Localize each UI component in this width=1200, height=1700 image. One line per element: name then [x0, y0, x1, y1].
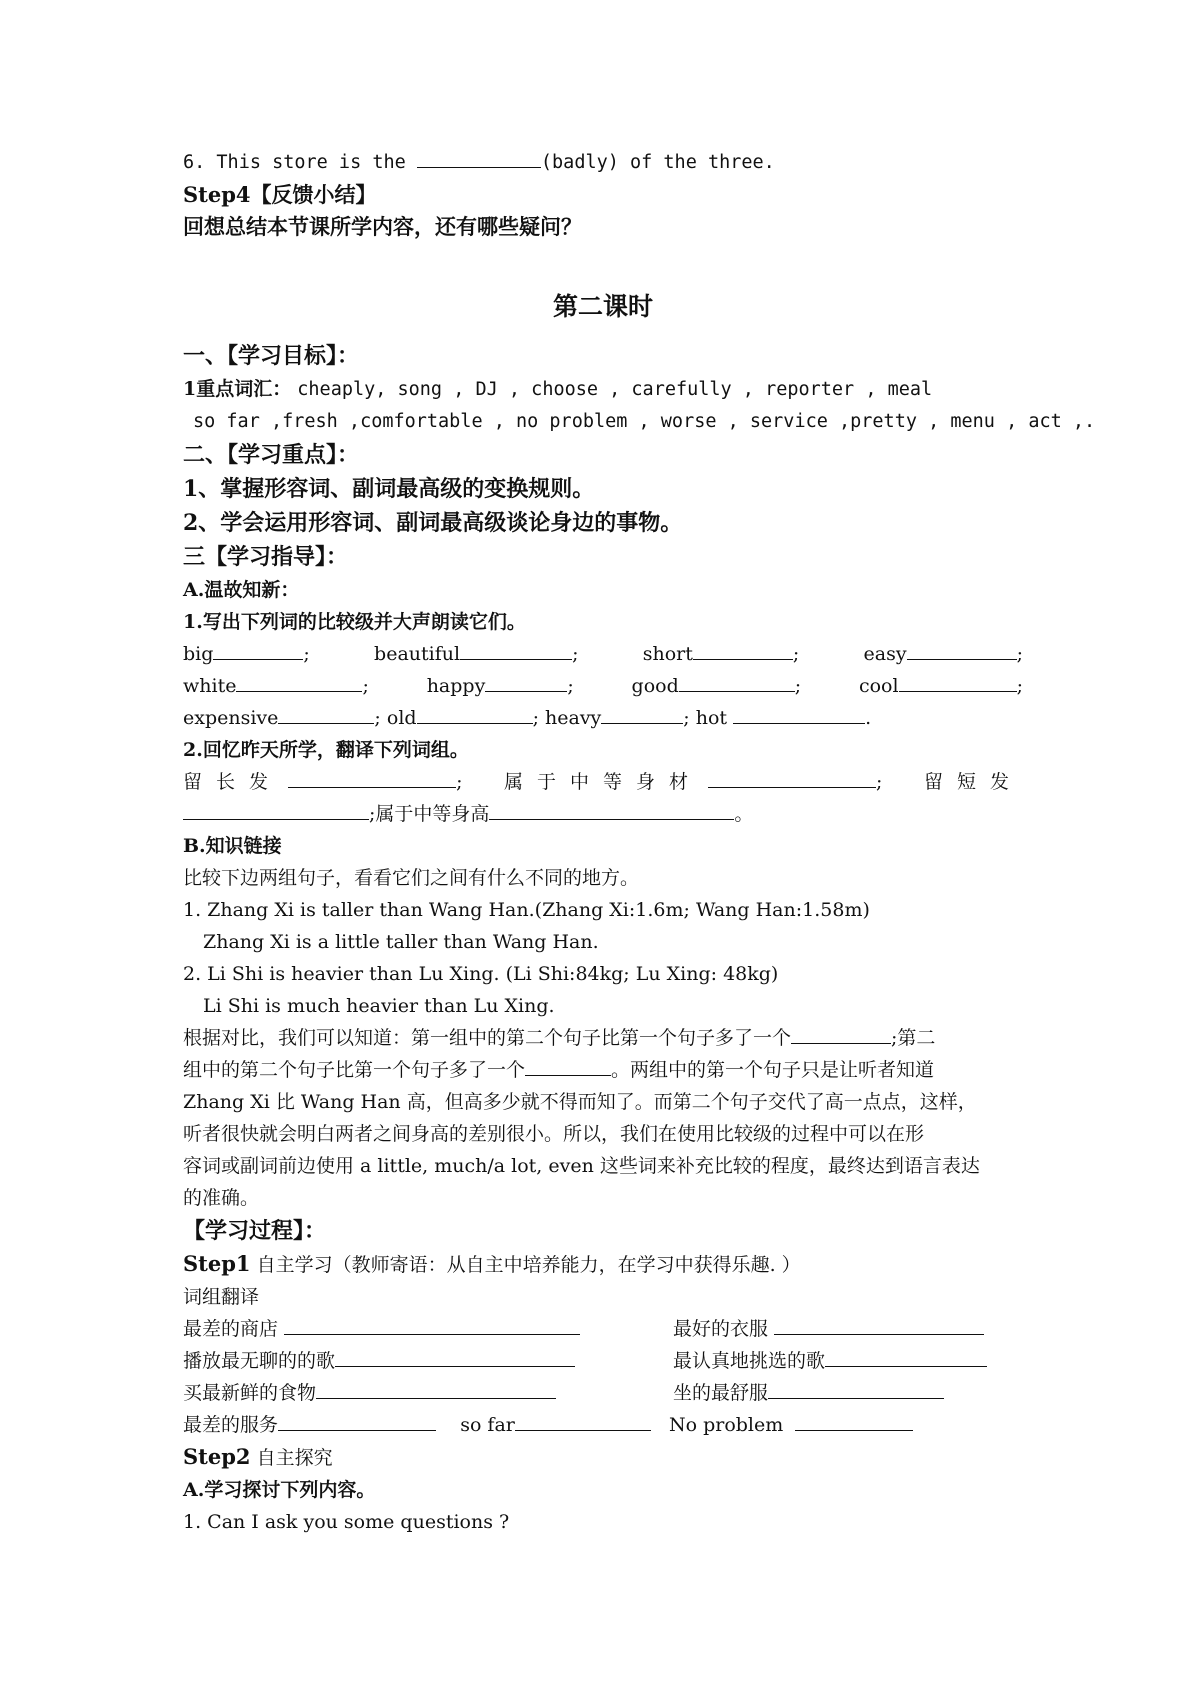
answer-blank[interactable] — [288, 766, 456, 788]
step1-line: Step1 自主学习（教师寄语：从自主中培养能力，在学习中获得乐趣. ） — [183, 1251, 801, 1276]
answer-blank[interactable] — [284, 1313, 580, 1335]
answer-blank[interactable] — [825, 1345, 987, 1367]
answer-blank[interactable] — [485, 670, 567, 692]
analysis-line-1: 根据对比，我们可以知道：第一组中的第二个句子比第一个句子多了一个 ;第二 — [183, 1022, 1023, 1054]
analysis-line-4: 听者很快就会明白两者之间身高的差别很小。所以，我们在使用比较级的过程中可以在形 — [183, 1123, 925, 1145]
analysis-line-2: 组中的第二个句子比第一个句子多了一个 。两组中的第一个句子只是让听者知道 — [183, 1054, 1023, 1086]
exercise2-title: 2.回忆昨天所学，翻译下列词组。 — [183, 739, 469, 761]
sentence-1b: Zhang Xi is a little taller than Wang Han. — [203, 931, 599, 953]
analysis-line-3: Zhang Xi 比 Wang Han 高，但高多少就不得而知了。而第二个句子交代了高一点点，这样， — [183, 1091, 977, 1113]
step4-title: Step4【反馈小结】 — [183, 182, 377, 207]
knowledge-title: B.知识链接 — [183, 835, 282, 857]
answer-blank[interactable] — [907, 638, 1017, 660]
answer-blank[interactable] — [417, 702, 533, 724]
answer-blank[interactable] — [733, 702, 865, 724]
sentence-2b: Li Shi is much heavier than Lu Xing. — [203, 995, 555, 1017]
analysis-line-5: 容词或副词前边使用 a little, much/a lot, even 这些词来补充比较的程度，最终达到语言表达 — [183, 1155, 980, 1177]
answer-blank[interactable] — [708, 766, 876, 788]
answer-blank[interactable] — [768, 1377, 944, 1399]
comparative-row-3: expensive ; old ; heavy ; hot . — [183, 702, 1023, 734]
translation-row-2: 播放最无聊的的歌 最认真地挑选的歌 — [183, 1345, 1023, 1377]
answer-blank[interactable] — [679, 670, 795, 692]
section2-heading: 二、【学习重点】： — [183, 442, 360, 468]
answer-blank[interactable] — [335, 1345, 575, 1367]
process-heading: 【学习过程】： — [183, 1218, 327, 1244]
key-point-1: 1、掌握形容词、副词最高级的变换规则。 — [183, 476, 595, 502]
lesson-title: 第二课时 — [552, 292, 653, 321]
answer-blank[interactable] — [183, 798, 369, 820]
answer-blank[interactable] — [774, 1313, 984, 1335]
step4-text: 回想总结本节课所学内容，还有哪些疑问？ — [183, 214, 582, 239]
translation-row-4: 最差的服务 so far No problem — [183, 1409, 1023, 1441]
knowledge-intro: 比较下边两组句子，看看它们之间有什么不同的地方。 — [183, 867, 640, 889]
sentence-2: 2. Li Shi is heavier than Lu Xing. (Li Shi:84kg; Lu Xing: 48kg) — [183, 963, 779, 985]
step2-line: Step2 自主探究 — [183, 1444, 333, 1469]
analysis-line-6: 的准确。 — [183, 1187, 260, 1209]
answer-blank[interactable] — [899, 670, 1017, 692]
worksheet-page — [183, 146, 1096, 1538]
phrase-row-2: ;属于中等身高 。 — [183, 798, 1023, 830]
answer-blank[interactable] — [515, 1409, 651, 1431]
answer-blank[interactable] — [278, 702, 374, 724]
answer-blank[interactable] — [693, 638, 793, 660]
translation-row-1: 最差的商店 最好的衣服 — [183, 1313, 1023, 1345]
section3-heading: 三【学习指导】： — [183, 544, 349, 570]
question-1: 1. Can I ask you some questions ? — [183, 1511, 510, 1533]
answer-blank[interactable] — [791, 1022, 891, 1044]
sentence-1: 1. Zhang Xi is taller than Wang Han.(Zhang Xi:1.6m; Wang Han:1.58m) — [183, 899, 870, 921]
vocab-line-2: so far ,fresh ,comfortable , no problem , worse , service ,pretty , menu , act ,. — [193, 411, 1096, 432]
comparative-row-2: white ; happy ; good ; cool ; — [183, 670, 1023, 702]
section1-heading: 一、【学习目标】： — [183, 343, 360, 369]
question-6: 6. This store is the (badly) of the three. — [183, 146, 1023, 179]
phrase-translation-title: 词组翻译 — [183, 1286, 260, 1308]
explore-title: A.学习探讨下列内容。 — [183, 1479, 376, 1501]
answer-blank[interactable] — [417, 146, 541, 168]
answer-blank[interactable] — [795, 1409, 913, 1431]
answer-blank[interactable] — [236, 670, 362, 692]
phrase-row-1: 留长发 ; 属于中等身材 ; 留短发 — [183, 766, 1023, 798]
answer-blank[interactable] — [525, 1054, 611, 1076]
answer-blank[interactable] — [316, 1377, 556, 1399]
vocab-line-1: 1重点词汇： cheaply, song , DJ , choose , carefully , reporter , meal — [183, 378, 933, 400]
answer-blank[interactable] — [278, 1409, 436, 1431]
answer-blank[interactable] — [460, 638, 572, 660]
key-point-2: 2、学会运用形容词、副词最高级谈论身边的事物。 — [183, 510, 683, 536]
translation-row-3: 买最新鲜的食物 坐的最舒服 — [183, 1377, 1023, 1409]
review-title: A.温故知新： — [183, 579, 300, 601]
exercise1-title: 1.写出下列词的比较级并大声朗读它们。 — [183, 611, 526, 633]
answer-blank[interactable] — [213, 638, 303, 660]
answer-blank[interactable] — [601, 702, 683, 724]
answer-blank[interactable] — [489, 798, 734, 820]
comparative-row-1: big ; beautiful ; short ; easy ; — [183, 638, 1023, 670]
